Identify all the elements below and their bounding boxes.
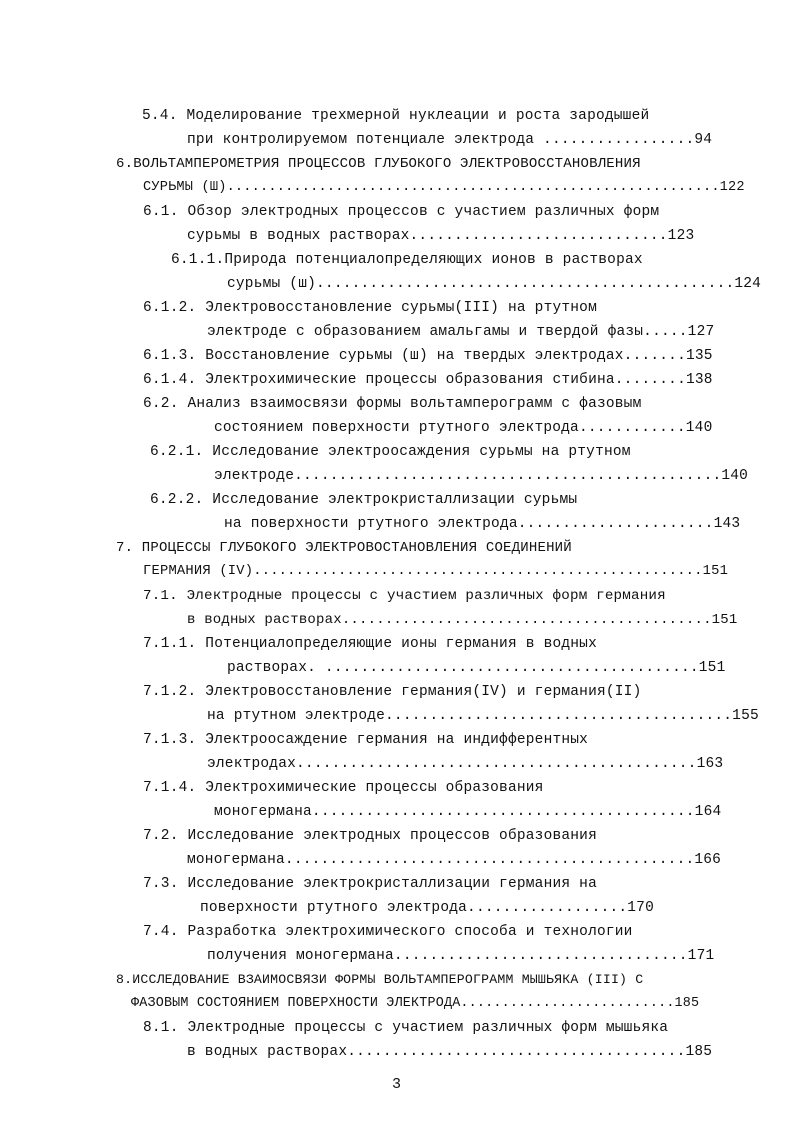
toc-line: 8.1. Электродные процессы с участием различных форм мышьяка [143,1020,669,1036]
toc-line: 7.1.3. Электроосаждение германия на индифферентных [143,732,589,748]
page-number: 3 [391,1076,401,1093]
toc-line: моногермана..............................................166 [187,852,722,868]
toc-line: на ртутном электроде.......................................155 [207,708,759,724]
toc-line: 6.1.1.Природа потенциалопределяющих ионов в растворах [171,252,643,268]
toc-line: 6.1.2. Электровосстановление сурьмы(III) на ртутном [143,300,597,316]
toc-line: 6.1.3. Восстановление сурьмы (ш) на твердых электродах.......135 [143,348,713,364]
toc-line: 6.1. Обзор электродных процессов с участием различных форм [143,204,660,220]
toc-line: 7.4. Разработка электрохимического способа и технологии [143,924,633,940]
toc-line: 6.1.4. Электрохимические процессы образования стибина........138 [143,372,713,388]
toc-line: 7.1. Электродные процессы с участием различных форм германия [143,588,666,604]
toc-line: состоянием поверхности ртутного электрода............140 [214,420,713,436]
toc-line: 6.2. Анализ взаимосвязи формы вольтамперограмм с фазовым [143,396,642,412]
toc-line: сурьмы в водных растворах.............................123 [187,228,695,244]
toc-line: 6.2.2. Исследование электрокристаллизации сурьмы [150,492,578,508]
toc-line: 6.ВОЛЬТАМПЕРОМЕТРИЯ ПРОЦЕССОВ ГЛУБОКОГО ЭЛЕКТРОВОССТАНОВЛЕНИЯ [116,156,641,172]
toc-line: СУРЬМЫ (Ш)...........................................................122 [143,180,745,195]
toc-line: 7.3. Исследование электрокристаллизации германия на [143,876,597,892]
toc-line: 8.ИССЛЕДОВАНИЕ ВЗАИМОСВЯЗИ ФОРМЫ ВОЛЬТАМПЕРОГРАММ МЫШЬЯКА (III) С [116,972,644,987]
toc-line: сурьмы (ш)...............................................124 [227,276,762,292]
toc-line: 5.4. Моделирование трехмерной нуклеации и роста зародышей [142,108,650,124]
toc-line: электроде с образованием амальгамы и твердой фазы.....127 [207,324,715,340]
toc-line: электродах.............................................163 [207,756,724,772]
toc-line: растворах. ..........................................151 [227,660,726,676]
toc-line: ГЕРМАНИЯ (IV).....................................................151 [143,564,729,579]
toc-line: 6.2.1. Исследование электроосаждения сурьмы на ртутном [150,444,631,460]
toc-line: в водных растворах...........................................151 [187,612,738,628]
toc-line: моногермана...........................................164 [214,804,722,820]
toc-line: 7.1.1. Потенциалопределяющие ионы германия в водных [143,636,597,652]
toc-line: поверхности ртутного электрода..................170 [200,900,654,916]
toc-line: в водных растворах......................................185 [187,1044,713,1060]
toc-line: 7.1.4. Электрохимические процессы образования [143,780,544,796]
toc-line: электроде................................................140 [214,468,749,484]
toc-line: получения моногермана.................................171 [207,948,715,964]
toc-line: при контролируемом потенциале электрода .................94 [187,132,713,148]
toc-line: 7.2. Исследование электродных процессов образования [143,828,597,844]
toc-line: на поверхности ртутного электрода......................143 [224,516,741,532]
toc-line: 7.1.2. Электровосстановление германия(IV) и германия(II) [143,684,642,700]
toc-line: 7. ПРОЦЕССЫ ГЛУБОКОГО ЭЛЕКТРОВОСТАНОВЛЕНИЯ СОЕДИНЕНИЙ [116,540,572,556]
toc-line: ФАЗОВЫМ СОСТОЯНИЕМ ПОВЕРХНОСТИ ЭЛЕКТРОДА..........................185 [131,996,700,1011]
